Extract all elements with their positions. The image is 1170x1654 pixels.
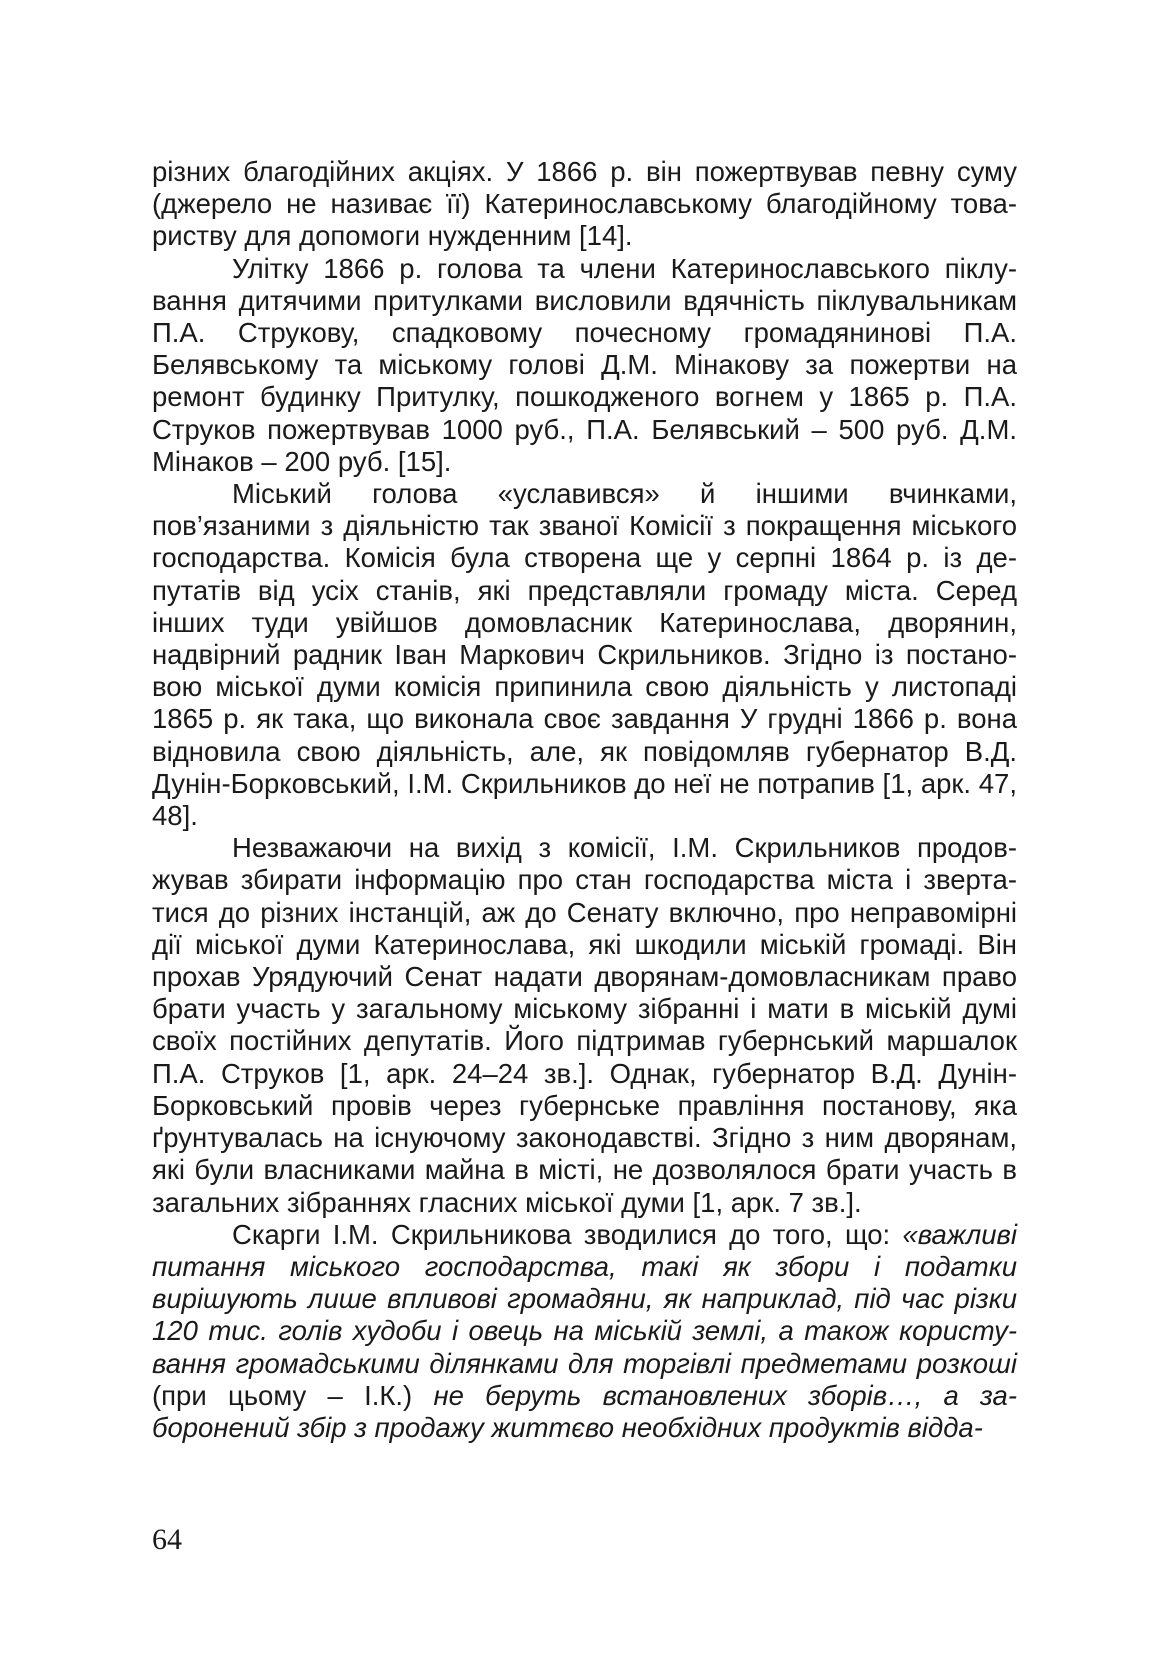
text-run: Міський голова «уславився» й іншими вчинками, пов’язаними з діяльністю так званої Комісії з покращення міського господарства. Комісія була створена ще у серпні 1864 р. із депутатів від усіх станів, які представляли громаду міста. Серед інших туди увійшов домовласник Катеринослава, дворянин, надвірний радник Іван Маркович Скрильников. Згідно із постановою міської думи комісія припинила свою діяльність у листопаді 1865 р. як така, що виконала своє завдання У грудні 1866 р. вона відновила свою діяльність, але, як повідомляв губернатор В.Д. Дунін-Борковський, І.М. Скрильников до неї не потрапив [1, арк. 47, 48]. (152, 478, 1017, 832)
text-run: різних благодійних акціях. У 1866 р. він пожертвував певну суму (джерело не називає її) Катеринославському благодійному товариству для допомоги нужденним [14]. (152, 156, 1017, 252)
paragraph (152, 1219, 1017, 1444)
body-text (152, 156, 1017, 1444)
text-run: Улітку 1866 р. голова та члени Катеринославського піклування дитячими притулками висловили вдячність піклувальникам П.А. Струкову, спадковому почесному громадянинові П.А. Белявському та міському голові Д.М. Мінакову за пожертви на ремонт будинку Притулку, пошкодженого вогнем у 1865 р. П.А. Струков пожертвував 1000 руб., П.А. Белявський – 500 руб. Д.М. Мінаков – 200 руб. [15]. (152, 252, 1017, 477)
paragraph (152, 253, 1017, 478)
text-run: Незважаючи на вихід з комісії, І.М. Скрильников продовжував збирати інформацію про стан господарства міста і звертатися до різних інстанцій, аж до Сенату включно, про неправомірні дії міської думи Катеринослава, які шкодили міській громаді. Він прохав Урядуючий Сенат надати дворянам-домовласникам право брати участь у загальному міському зібранні і мати в міській думі своїх постійних депутатів. Його підтримав губернський маршалок П.А. Струков [1, арк. 24–24 зв.]. Однак, губернатор В.Д. Дунін-Борковський провів через губернське правління постанову, яка ґрунтувалась на існуючому законодавстві. Згідно з ним дворянам, які були власниками майна в місті, не дозволялося брати участь в загальних зібраннях гласних міської думи [1, арк. 7 зв.]. (152, 832, 1017, 1218)
paragraph (152, 478, 1017, 832)
text-run: (при цьому – І.К.) (152, 1379, 434, 1411)
paragraph (152, 832, 1017, 1218)
quoted-text: «важливі питання міського господарства, такі як збори і податки вирішують лише впливові громадяни, як наприклад, під час різки 120 тис. голів худоби і овець на міській землі, а також користування громадськими ділянками для торгівлі предметами розкоші (152, 1218, 1017, 1379)
paragraph (152, 156, 1017, 253)
page-number: 64 (152, 1523, 182, 1556)
text-run: Скарги І.М. Скрильникова зводилися до того, що: (232, 1218, 903, 1250)
quoted-text: не беруть встановлених зборів…, а заборонений збір з продажу життєво необхідних продуктів відда- (152, 1379, 1017, 1443)
